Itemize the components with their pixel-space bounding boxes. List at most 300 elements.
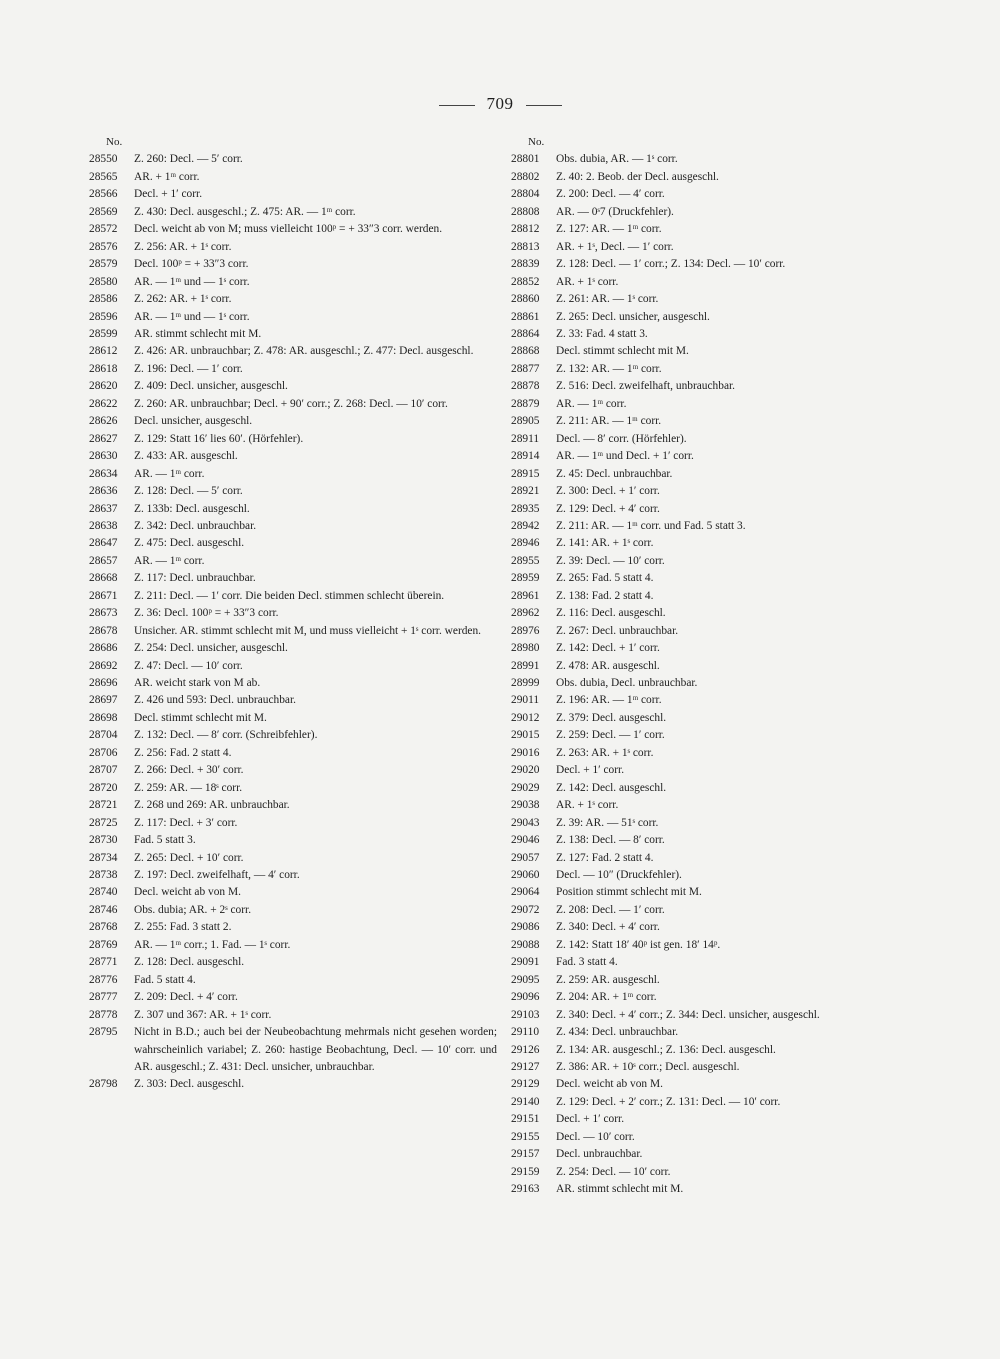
- entry-row: [511, 605, 911, 622]
- entry-number: 28852: [511, 275, 540, 288]
- entry-text: Z. 138: Decl. — 8′ corr.: [556, 834, 665, 847]
- entry-row: [511, 378, 911, 395]
- entry-text: Z. 430: Decl. ausgeschl.; Z. 475: AR. — 1ᵐ corr.: [134, 205, 356, 218]
- entry-number: 28991: [511, 659, 540, 672]
- entry-number: 28647: [89, 537, 118, 550]
- entry-row: [511, 780, 911, 797]
- entry-text: Z. 40: 2. Beob. der Decl. ausgeschl.: [556, 170, 719, 183]
- entry-row: [89, 1024, 497, 1076]
- entry-number: 28778: [89, 1008, 118, 1021]
- entry-row: [511, 361, 911, 378]
- entry-number: 28620: [89, 380, 118, 393]
- entry-text: Z. 129: Statt 16′ lies 60′. (Hörfehler).: [134, 432, 304, 445]
- entry-number: 28576: [89, 240, 118, 253]
- entry-text: Z. 260: AR. unbrauchbar; Decl. + 90′ corr.; Z. 268: Decl. — 10′ corr.: [134, 397, 448, 410]
- entry-number: 28935: [511, 502, 540, 515]
- entry-number: 28622: [89, 397, 118, 410]
- entry-number: 28734: [89, 851, 118, 864]
- entry-row: [511, 1111, 911, 1128]
- entry-text: Z. 340: Decl. + 4′ corr.; Z. 344: Decl. unsicher, ausgeschl.: [556, 1008, 820, 1021]
- entry-text: Obs. dubia, AR. — 1ˢ corr.: [556, 153, 678, 166]
- entry-row: [511, 954, 911, 971]
- entry-text: Decl. + 1′ corr.: [556, 1113, 625, 1126]
- entry-row: [511, 1059, 911, 1076]
- entry-text: Z. 409: Decl. unsicher, ausgeschl.: [134, 380, 288, 393]
- entry-row: [89, 413, 497, 430]
- entry-row: [89, 989, 497, 1006]
- entry-row: [511, 867, 911, 884]
- entry-text: Z. 340: Decl. + 4′ corr.: [556, 921, 660, 934]
- entry-text: AR. stimmt schlecht mit M.: [134, 327, 262, 340]
- entry-text: AR. + 1ˢ, Decl. — 1′ corr.: [556, 240, 674, 253]
- entry-row: [511, 727, 911, 744]
- entry-number: 28915: [511, 467, 540, 480]
- entry-text: Z. 128: Decl. — 5′ corr.: [134, 485, 243, 498]
- entry-row: [89, 640, 497, 657]
- entry-text: Z. 211: AR. — 1ᵐ corr.: [556, 415, 662, 428]
- entry-number: 29015: [511, 729, 540, 742]
- entry-number: 28565: [89, 170, 118, 183]
- entry-number: 28961: [511, 589, 540, 602]
- entry-text: Decl. — 10″ (Druckfehler).: [556, 869, 682, 882]
- entry-text: AR. — 1ᵐ und — 1ˢ corr.: [134, 275, 250, 288]
- entry-row: [89, 309, 497, 326]
- entry-text: Z. 196: AR. — 1ᵐ corr.: [556, 694, 662, 707]
- entry-number: 28868: [511, 345, 540, 358]
- entry-number: 28839: [511, 258, 540, 271]
- entry-row: [511, 396, 911, 413]
- entry-text: Z. 254: Decl. — 10′ corr.: [556, 1165, 671, 1178]
- entry-row: [89, 483, 497, 500]
- entry-text: Z. 36: Decl. 100ᵖ = + 33″3 corr.: [134, 607, 279, 620]
- entry-row: [511, 169, 911, 186]
- entry-number: 28579: [89, 258, 118, 271]
- entry-number: 29016: [511, 746, 540, 759]
- entry-row: [511, 797, 911, 814]
- entry-row: [89, 466, 497, 483]
- entry-text: AR. — 0ˢ7 (Druckfehler).: [556, 205, 674, 218]
- entry-row: [89, 902, 497, 919]
- entry-number: 28725: [89, 816, 118, 829]
- entry-text: Obs. dubia, Decl. unbrauchbar.: [556, 677, 698, 690]
- entry-text: AR. + 1ᵐ corr.: [134, 170, 200, 183]
- entry-number: 28980: [511, 642, 540, 655]
- entry-row: [511, 937, 911, 954]
- entry-number: 28626: [89, 415, 118, 428]
- entry-number: 28804: [511, 188, 540, 201]
- entry-text: Z. 129: Decl. + 2′ corr.; Z. 131: Decl. — 10′ corr.: [556, 1095, 781, 1108]
- entry-number: 28580: [89, 275, 118, 288]
- entry-number: 28627: [89, 432, 118, 445]
- entry-text: Z. 260: Decl. — 5′ corr.: [134, 153, 243, 166]
- entry-row: [511, 692, 911, 709]
- page-number: [0, 94, 1000, 114]
- entry-row: [89, 169, 497, 186]
- entry-row: [511, 658, 911, 675]
- entry-number: 28769: [89, 938, 118, 951]
- entry-text: Z. 133b: Decl. ausgeschl.: [134, 502, 250, 515]
- entry-text: Z. 142: Decl. ausgeschl.: [556, 781, 667, 794]
- entry-row: [511, 413, 911, 430]
- entry-number: 28721: [89, 799, 118, 812]
- entry-number: 28572: [89, 223, 118, 236]
- entry-row: [511, 186, 911, 203]
- entry-number: 29091: [511, 956, 540, 969]
- entry-text: AR. + 1ˢ corr.: [556, 275, 619, 288]
- entry-text: Z. 211: AR. — 1ᵐ corr. und Fad. 5 statt 3.: [556, 519, 746, 532]
- entry-row: [511, 1042, 911, 1059]
- entry-row: [511, 553, 911, 570]
- entry-row: [89, 623, 497, 640]
- entry-number: 28813: [511, 240, 540, 253]
- entry-row: [511, 623, 911, 640]
- entry-text: Z. 132: AR. — 1ᵐ corr.: [556, 362, 662, 375]
- entry-row: [89, 884, 497, 901]
- entry-number: 28864: [511, 327, 540, 340]
- entry-text: Unsicher. AR. stimmt schlecht mit M, und muss vielleicht + 1ˢ corr. werden.: [134, 624, 482, 637]
- entry-text: Z. 266: Decl. + 30′ corr.: [134, 764, 244, 777]
- entry-number: 29140: [511, 1095, 540, 1108]
- entry-number: 29072: [511, 903, 540, 916]
- left-column-header: No.: [106, 136, 123, 148]
- entry-row: [89, 151, 497, 168]
- entry-row: [511, 675, 911, 692]
- entry-row: [89, 692, 497, 709]
- entry-text: Z. 142: Statt 18′ 40ᵖ ist gen. 18′ 14ᵖ.: [556, 938, 721, 951]
- entry-number: 28698: [89, 711, 118, 724]
- entry-row: [89, 361, 497, 378]
- entry-row: [89, 675, 497, 692]
- entry-number: 28776: [89, 973, 118, 986]
- entry-text: Z. 117: Decl. unbrauchbar.: [134, 572, 256, 585]
- entry-number: 28730: [89, 834, 118, 847]
- entry-number: 28657: [89, 554, 118, 567]
- entry-text: AR. stimmt schlecht mit M.: [556, 1183, 684, 1196]
- entry-row: [89, 850, 497, 867]
- entry-row: [89, 605, 497, 622]
- entry-row: [511, 850, 911, 867]
- entry-text: Z. 132: Decl. — 8′ corr. (Schreibfehler).: [134, 729, 318, 742]
- entry-row: [511, 815, 911, 832]
- entry-row: [89, 658, 497, 675]
- entry-row: [89, 797, 497, 814]
- entry-row: [511, 151, 911, 168]
- entry-number: 28942: [511, 519, 540, 532]
- entry-text: Z. 265: Fad. 5 statt 4.: [556, 572, 654, 585]
- entry-text: Z. 303: Decl. ausgeschl.: [134, 1078, 245, 1091]
- entry-row: [511, 762, 911, 779]
- entry-row: [89, 867, 497, 884]
- entry-number: 28586: [89, 293, 118, 306]
- entry-text: Z. 261: AR. — 1ˢ corr.: [556, 293, 659, 306]
- entry-number: 29046: [511, 834, 540, 847]
- entry-number: 28668: [89, 572, 118, 585]
- entry-row: [511, 343, 911, 360]
- entry-number: 28637: [89, 502, 118, 515]
- entry-number: 28596: [89, 310, 118, 323]
- entry-number: 28696: [89, 677, 118, 690]
- entry-number: 28636: [89, 485, 118, 498]
- entry-text: Z. 262: AR. + 1ˢ corr.: [134, 293, 232, 306]
- entry-row: [89, 832, 497, 849]
- entry-number: 28946: [511, 537, 540, 550]
- entry-text: Z. 142: Decl. + 1′ corr.: [556, 642, 660, 655]
- entry-number: 28861: [511, 310, 540, 323]
- entry-number: 28955: [511, 554, 540, 567]
- entry-text: Fad. 3 statt 4.: [556, 956, 618, 969]
- entry-number: 28879: [511, 397, 540, 410]
- entry-text: Z. 134: AR. ausgeschl.; Z. 136: Decl. ausgeschl.: [556, 1043, 776, 1056]
- right-entry-list: [511, 151, 911, 1198]
- entry-number: 29057: [511, 851, 540, 864]
- entry-text: Z. 259: Decl. — 1′ corr.: [556, 729, 665, 742]
- page-number-text: 709: [486, 94, 514, 113]
- entry-row: [89, 780, 497, 797]
- entry-row: [89, 745, 497, 762]
- entry-row: [89, 518, 497, 535]
- entry-text: Z. 127: Fad. 2 statt 4.: [556, 851, 654, 864]
- entry-number: 28599: [89, 327, 118, 340]
- entry-row: [511, 204, 911, 221]
- left-entry-list: [89, 151, 497, 1093]
- entry-text: Z. 209: Decl. + 4′ corr.: [134, 991, 238, 1004]
- entry-text: Z. 256: Fad. 2 statt 4.: [134, 746, 232, 759]
- entry-text: Z. 307 und 367: AR. + 1ˢ corr.: [134, 1008, 272, 1021]
- entry-number: 29043: [511, 816, 540, 829]
- entry-row: [511, 902, 911, 919]
- entry-row: [89, 326, 497, 343]
- entry-text: Z. 433: AR. ausgeschl.: [134, 450, 238, 463]
- entry-number: 29038: [511, 799, 540, 812]
- entry-row: [511, 989, 911, 1006]
- entry-row: [89, 274, 497, 291]
- entry-row: [511, 431, 911, 448]
- entry-text: Z. 267: Decl. unbrauchbar.: [556, 624, 679, 637]
- entry-number: 29012: [511, 711, 540, 724]
- entry-row: [89, 186, 497, 203]
- entry-number: 28798: [89, 1078, 118, 1091]
- entry-text: AR. weicht stark von M ab.: [134, 677, 261, 690]
- entry-number: 28921: [511, 485, 540, 498]
- entry-text: Decl. stimmt schlecht mit M.: [134, 711, 267, 724]
- entry-row: [89, 501, 497, 518]
- entry-text: Decl. unbrauchbar.: [556, 1148, 643, 1161]
- entry-row: [89, 553, 497, 570]
- entry-number: 28638: [89, 519, 118, 532]
- entry-row: [89, 1076, 497, 1093]
- entry-number: 28686: [89, 642, 118, 655]
- entry-text: Z. 127: AR. — 1ᵐ corr.: [556, 223, 662, 236]
- entry-row: [89, 239, 497, 256]
- entry-number: 28860: [511, 293, 540, 306]
- entry-text: Z. 342: Decl. unbrauchbar.: [134, 519, 257, 532]
- entry-row: [89, 937, 497, 954]
- entry-number: 29060: [511, 869, 540, 882]
- entry-number: 28569: [89, 205, 118, 218]
- entry-text: Z. 259: AR. ausgeschl.: [556, 973, 660, 986]
- entry-text: Z. 47: Decl. — 10′ corr.: [134, 659, 243, 672]
- entry-row: [511, 1129, 911, 1146]
- entry-row: [511, 221, 911, 238]
- entry-number: 28738: [89, 869, 118, 882]
- entry-row: [511, 501, 911, 518]
- entry-row: [511, 466, 911, 483]
- entry-number: 29086: [511, 921, 540, 934]
- left-rule: [439, 105, 475, 106]
- entry-text: Z. 516: Decl. zweifelhaft, unbrauchbar.: [556, 380, 736, 393]
- entry-number: 28801: [511, 153, 540, 166]
- entry-number: 28812: [511, 223, 540, 236]
- entry-number: 29064: [511, 886, 540, 899]
- entry-row: [89, 815, 497, 832]
- entry-row: [511, 1146, 911, 1163]
- entry-row: [511, 239, 911, 256]
- entry-text: Z. 256: AR. + 1ˢ corr.: [134, 240, 232, 253]
- entry-text: Z. 475: Decl. ausgeschl.: [134, 537, 245, 550]
- entry-row: [511, 1076, 911, 1093]
- entry-text: AR. + 1ˢ corr.: [556, 799, 619, 812]
- entry-number: 28720: [89, 781, 118, 794]
- entry-number: 29163: [511, 1183, 540, 1196]
- entry-number: 29088: [511, 938, 540, 951]
- entry-row: [511, 1094, 911, 1111]
- entry-row: [89, 588, 497, 605]
- entry-row: [89, 378, 497, 395]
- entry-text: Decl. weicht ab von M.: [556, 1078, 663, 1091]
- entry-row: [89, 448, 497, 465]
- entry-text: AR. — 1ᵐ und Decl. + 1′ corr.: [556, 450, 694, 463]
- entry-text: AR. — 1ᵐ corr.; 1. Fad. — 1ˢ corr.: [134, 938, 291, 951]
- entry-number: 29096: [511, 991, 540, 1004]
- entry-text: Z. 45: Decl. unbrauchbar.: [556, 467, 673, 480]
- entry-text: Z. 379: Decl. ausgeschl.: [556, 711, 667, 724]
- entry-text: Z. 268 und 269: AR. unbrauchbar.: [134, 799, 290, 812]
- entry-number: 28914: [511, 450, 540, 463]
- entry-number: 28550: [89, 153, 118, 166]
- entry-row: [511, 448, 911, 465]
- entry-row: [511, 588, 911, 605]
- entry-text: Z. 208: Decl. — 1′ corr.: [556, 903, 665, 916]
- entry-row: [511, 483, 911, 500]
- entry-text: Z. 386: AR. + 10ˢ corr.; Decl. ausgeschl.: [556, 1061, 740, 1073]
- entry-row: [89, 919, 497, 936]
- entry-text: Z. 300: Decl. + 1′ corr.: [556, 485, 660, 498]
- entry-text: AR. — 1ᵐ corr.: [134, 554, 205, 567]
- entry-text: Decl. unsicher, ausgeschl.: [134, 415, 253, 428]
- entry-row: [89, 431, 497, 448]
- left-column: [89, 134, 497, 1094]
- entry-text: Decl. + 1′ corr.: [134, 188, 203, 201]
- entry-text: Decl. 100ᵖ = + 33″3 corr.: [134, 258, 249, 271]
- entry-number: 28630: [89, 450, 118, 463]
- entry-number: 29110: [511, 1026, 540, 1039]
- entry-text: Z. 129: Decl. + 4′ corr.: [556, 502, 660, 515]
- entry-number: 28959: [511, 572, 540, 585]
- entry-number: 28802: [511, 170, 540, 183]
- entry-number: 28771: [89, 956, 118, 969]
- entry-number: 28634: [89, 467, 118, 480]
- entry-number: 28671: [89, 589, 118, 602]
- entry-number: 28618: [89, 362, 118, 375]
- entry-number: 29103: [511, 1008, 540, 1021]
- entry-number: 29011: [511, 694, 540, 707]
- entry-text: Decl. + 1′ corr.: [556, 764, 625, 777]
- entry-row: [89, 291, 497, 308]
- entry-number: 29151: [511, 1113, 540, 1126]
- entry-row: [511, 570, 911, 587]
- entry-text: AR. — 1ᵐ corr.: [134, 467, 205, 480]
- entry-number: 29020: [511, 764, 540, 777]
- entry-number: 28877: [511, 362, 540, 375]
- entry-text: Z. 39: Decl. — 10′ corr.: [556, 554, 665, 567]
- entry-number: 28740: [89, 886, 118, 899]
- entry-number: 28746: [89, 903, 118, 916]
- entry-number: 28795: [89, 1026, 118, 1039]
- entry-text: AR. — 1ᵐ corr.: [556, 397, 627, 410]
- entry-row: [89, 204, 497, 221]
- entry-row: [511, 919, 911, 936]
- entry-row: [89, 396, 497, 413]
- right-rule: [526, 105, 562, 106]
- entry-text: Fad. 5 statt 3.: [134, 834, 196, 847]
- entry-text: Z. 197: Decl. zweifelhaft, — 4′ corr.: [134, 869, 300, 882]
- entry-text: Z. 255: Fad. 3 statt 2.: [134, 921, 232, 934]
- entry-text: Position stimmt schlecht mit M.: [556, 886, 702, 899]
- right-column-header: No.: [528, 136, 545, 148]
- entry-number: 29029: [511, 781, 540, 794]
- entry-row: [89, 570, 497, 587]
- entry-text: Z. 204: AR. + 1ᵐ corr.: [556, 991, 657, 1004]
- entry-row: [511, 309, 911, 326]
- entry-number: 28697: [89, 694, 118, 707]
- entry-row: [511, 1164, 911, 1181]
- entry-text: AR. — 1ᵐ und — 1ˢ corr.: [134, 310, 250, 323]
- entry-row: [89, 343, 497, 360]
- entry-text: Z. 128: Decl. — 1′ corr.; Z. 134: Decl. — 10′ corr.: [556, 258, 786, 271]
- entry-row: [89, 221, 497, 238]
- entry-row: [511, 640, 911, 657]
- entry-number: 28707: [89, 764, 118, 777]
- entry-row: [89, 727, 497, 744]
- entry-text: Z. 138: Fad. 2 statt 4.: [556, 589, 654, 602]
- entry-row: [89, 710, 497, 727]
- entry-number: 28768: [89, 921, 118, 934]
- entry-number: 29159: [511, 1165, 540, 1178]
- entry-text: Z. 254: Decl. unsicher, ausgeschl.: [134, 642, 288, 655]
- entry-text: Z. 478: AR. ausgeschl.: [556, 659, 660, 672]
- entry-text: Fad. 5 statt 4.: [134, 973, 196, 986]
- entry-row: [89, 762, 497, 779]
- entry-number: 29095: [511, 973, 540, 986]
- entry-number: 28905: [511, 415, 540, 428]
- entry-row: [511, 1024, 911, 1041]
- entry-row: [511, 256, 911, 273]
- entry-text: Decl. stimmt schlecht mit M.: [556, 345, 689, 358]
- entry-number: 29157: [511, 1148, 540, 1161]
- entry-text: Z. 116: Decl. ausgeschl.: [556, 607, 666, 620]
- entry-row: [511, 972, 911, 989]
- entry-number: 29127: [511, 1061, 540, 1073]
- entry-number: 28566: [89, 188, 118, 201]
- entry-row: [89, 535, 497, 552]
- entry-text: Z. 117: Decl. + 3′ corr.: [134, 816, 238, 829]
- entry-text: Z. 426 und 593: Decl. unbrauchbar.: [134, 694, 296, 707]
- entry-text: Decl. — 8′ corr. (Hörfehler).: [556, 432, 687, 445]
- entry-number: 28612: [89, 345, 118, 358]
- entry-row: [511, 535, 911, 552]
- entry-text: Z. 200: Decl. — 4′ corr.: [556, 188, 665, 201]
- right-column: [511, 134, 911, 1199]
